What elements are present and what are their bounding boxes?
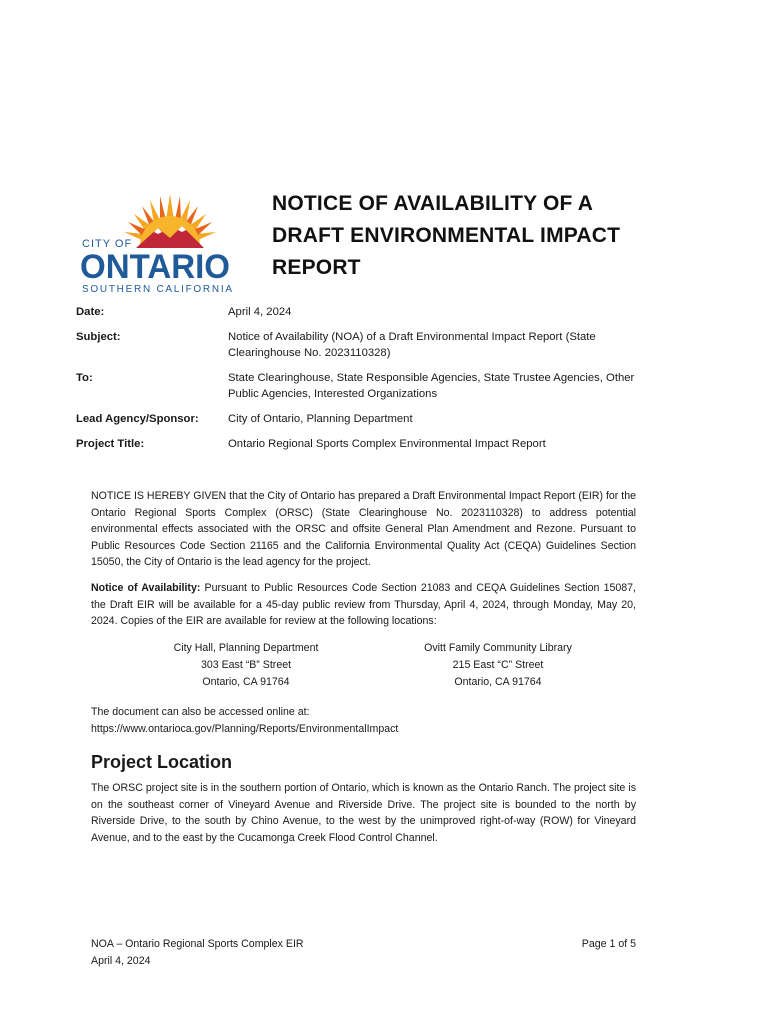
- location-library: [388, 640, 608, 691]
- availability-heading: Notice of Availability:: [91, 582, 201, 594]
- location-city: Ontario, CA 91764: [202, 676, 290, 688]
- lead-agency-value: City of Ontario, Planning Department: [228, 413, 413, 425]
- location-street: 303 East “B” Street: [200, 659, 292, 671]
- project-location-paragraph: The ORSC project site is in the southern portion of Ontario, which is known as the Ontario Ranch. The project site is on the southeast corner of Vineyard Avenue and Riverside Drive. The project site is bounded to the north by Riverside Drive, to the south by Chino Avenue, to the west by the unimproved right-of-way (ROW) for Vineyard Avenue, and to the east by the Cucamonga Creek Flood Control Channel.: [91, 782, 636, 844]
- footer-doc-title: NOA – Ontario Regional Sports Complex EIR: [91, 938, 304, 950]
- to-value: State Clearinghouse, State Responsible Agencies, State Trustee Agencies, Other Public Agencies, Interested Organizations: [228, 372, 635, 400]
- to-label: To:: [76, 372, 93, 384]
- online-url-link[interactable]: https://www.ontarioca.gov/Planning/Reports/EnvironmentalImpact: [91, 722, 399, 735]
- title-line-3: REPORT: [272, 256, 361, 279]
- location-city-hall: [136, 640, 356, 691]
- logo-name: ONTARIO: [80, 248, 230, 286]
- project-title-label: Project Title:: [76, 438, 145, 450]
- title-line-1: NOTICE OF AVAILABILITY OF A: [272, 192, 594, 215]
- location-name: Ovitt Family Community Library: [424, 642, 572, 654]
- online-intro: The document can also be accessed online at:: [91, 706, 310, 718]
- logo-city-of: CITY OF: [82, 238, 133, 250]
- availability-paragraph: [91, 580, 636, 630]
- intro-paragraph: NOTICE IS HEREBY GIVEN that the City of Ontario has prepared a Draft Environmental Impact Report (EIR) for the Ontario Regional Sports Complex (ORSC) (State Clearinghouse No. 2023110328) to address potential environmental effects associated with the ORSC and offsite General Plan Amendment and Rezone. Pursuant to Public Resources Code Section 21165 and the California Environmental Quality Act (CEQA) Guidelines Section 15050, the City of Ontario is the lead agency for the project.: [91, 490, 637, 568]
- logo-region: SOUTHERN CALIFORNIA: [82, 284, 232, 295]
- title-line-2: DRAFT ENVIRONMENTAL IMPACT: [272, 224, 621, 247]
- city-logo: [78, 192, 248, 296]
- location-street: 215 East “C” Street: [452, 659, 544, 671]
- subject-label: Subject:: [76, 331, 121, 343]
- lead-agency-label: Lead Agency/Sponsor:: [76, 413, 199, 425]
- date-label: Date:: [76, 306, 105, 318]
- availability-text: Pursuant to Public Resources Code Section 21083 and CEQA Guidelines Section 15087, the Draft EIR will be available for a 45-day public review from Thursday, April 4, 2024, through Monday, May 20, 2024. Copies of the EIR are available for review at the following locations:: [91, 582, 637, 627]
- sun-mountain-logo-icon: [78, 192, 248, 296]
- document-title: [272, 188, 692, 284]
- page-number: Page 1 of 5: [581, 938, 636, 950]
- subject-value: Notice of Availability (NOA) of a Draft Environmental Impact Report (State Clearinghouse No. 2023110328): [228, 331, 596, 359]
- project-title-value: Ontario Regional Sports Complex Environmental Impact Report: [228, 438, 546, 450]
- date-value: April 4, 2024: [228, 306, 292, 318]
- footer-date: April 4, 2024: [91, 955, 151, 967]
- location-name: City Hall, Planning Department: [173, 642, 319, 654]
- project-location-heading: Project Location: [91, 752, 233, 772]
- online-access: [91, 704, 636, 737]
- location-city: Ontario, CA 91764: [454, 676, 542, 688]
- page-footer: [91, 936, 636, 970]
